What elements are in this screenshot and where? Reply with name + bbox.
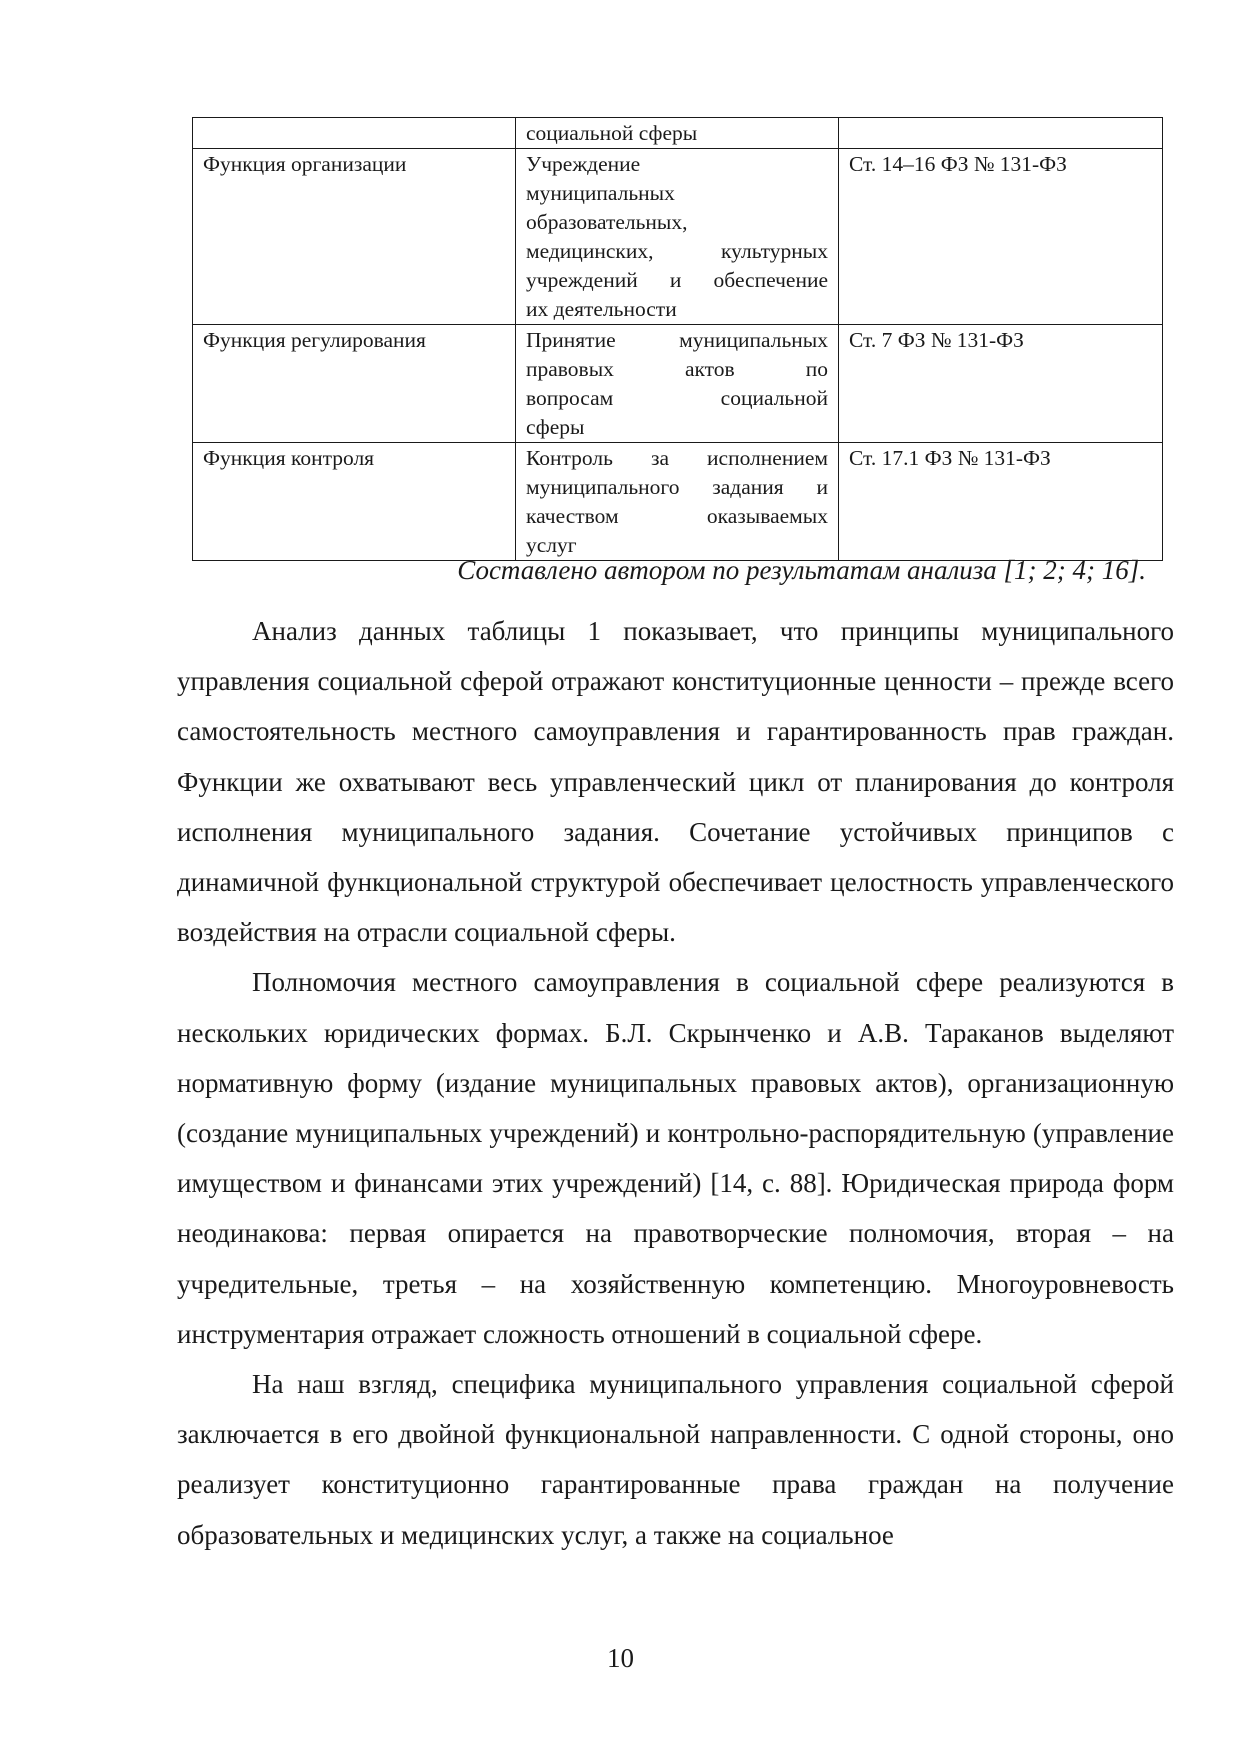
table-cell-line: сферы: [526, 415, 585, 439]
table-cell-function: [193, 118, 516, 149]
table-cell-line: Принятие муниципальных: [526, 328, 828, 352]
paragraph: На наш взгляд, специфика муниципального управления социальной сферой заключается в его двойной функциональной направленности. С одной стороны, оно реализует конституционно гарантированные права граждан на получение образовательных и медицинских услуг, а также на социальное: [177, 1369, 1174, 1550]
table-cell-line: образовательных,: [526, 210, 688, 234]
table-cell-line: правовых актов по: [526, 357, 828, 381]
table-cell-line: Контроль за исполнением: [526, 446, 828, 470]
table-cell-basis: Ст. 14–16 ФЗ № 131-ФЗ: [839, 149, 1163, 325]
table-cell-line: медицинских, культурных: [526, 239, 828, 263]
table-cell-basis: [839, 118, 1163, 149]
table-row: [193, 325, 1163, 443]
table-cell-content: [516, 118, 839, 149]
table-cell-function: Функция регулирования: [193, 325, 516, 443]
paragraph: Анализ данных таблицы 1 показывает, что принципы муниципального управления социальной сферой отражают конституционные ценности – прежде всего самостоятельность местного самоуправления и гарантированность прав граждан. Функции же охватывают весь управленческий цикл от планирования до контроля исполнения муниципального задания. Сочетание устойчивых принципов с динамичной функциональной структурой обеспечивает целостность управленческого воздействия на отрасли социальной сферы.: [177, 616, 1174, 948]
table-row: [193, 443, 1163, 561]
table-source-note: Составлено автором по результатам анализа [1; 2; 4; 16].: [457, 555, 1146, 585]
table-cell-function: Функция контроля: [193, 443, 516, 561]
table-cell-function: Функция организации: [193, 149, 516, 325]
table-cell-line: муниципальных: [526, 181, 675, 205]
body-text: [177, 606, 1174, 1560]
table-cell-line: Учреждение: [526, 152, 641, 176]
table-cell-line: социальной сферы: [526, 121, 698, 145]
table-cell-line: вопросам социальной: [526, 386, 828, 410]
table-cell-basis: Ст. 17.1 ФЗ № 131-ФЗ: [839, 443, 1163, 561]
table-cell-line: услуг: [526, 533, 577, 557]
table-cell-content: [516, 443, 839, 561]
table-cell-basis: Ст. 7 ФЗ № 131-ФЗ: [839, 325, 1163, 443]
table-cell-line: учреждений и обеспечение: [526, 268, 828, 292]
table-cell-line: муниципального задания и: [526, 475, 828, 499]
functions-table: [192, 117, 1163, 561]
table-cell-line: их деятельности: [526, 297, 677, 321]
paragraph: Полномочия местного самоуправления в социальной сфере реализуются в нескольких юридических формах. Б.Л. Скрынченко и А.В. Тараканов выделяют нормативную форму (издание муниципальных правовых актов), организационную (создание муниципальных учреждений) и контрольно-распорядительную (управление имуществом и финансами этих учреждений) [14, с. 88]. Юридическая природа форм неодинакова: первая опирается на правотворческие полномочия, вторая – на учредительные, третья – на хозяйственную компетенцию. Многоуровневость инструментария отражает сложность отношений в социальной сфере.: [177, 967, 1174, 1349]
table-row: [193, 118, 1163, 149]
table-cell-line: качеством оказываемых: [526, 504, 828, 528]
page-number: 10: [607, 1643, 634, 1673]
table-cell-content: [516, 325, 839, 443]
table-row: [193, 149, 1163, 325]
table-cell-content: [516, 149, 839, 325]
